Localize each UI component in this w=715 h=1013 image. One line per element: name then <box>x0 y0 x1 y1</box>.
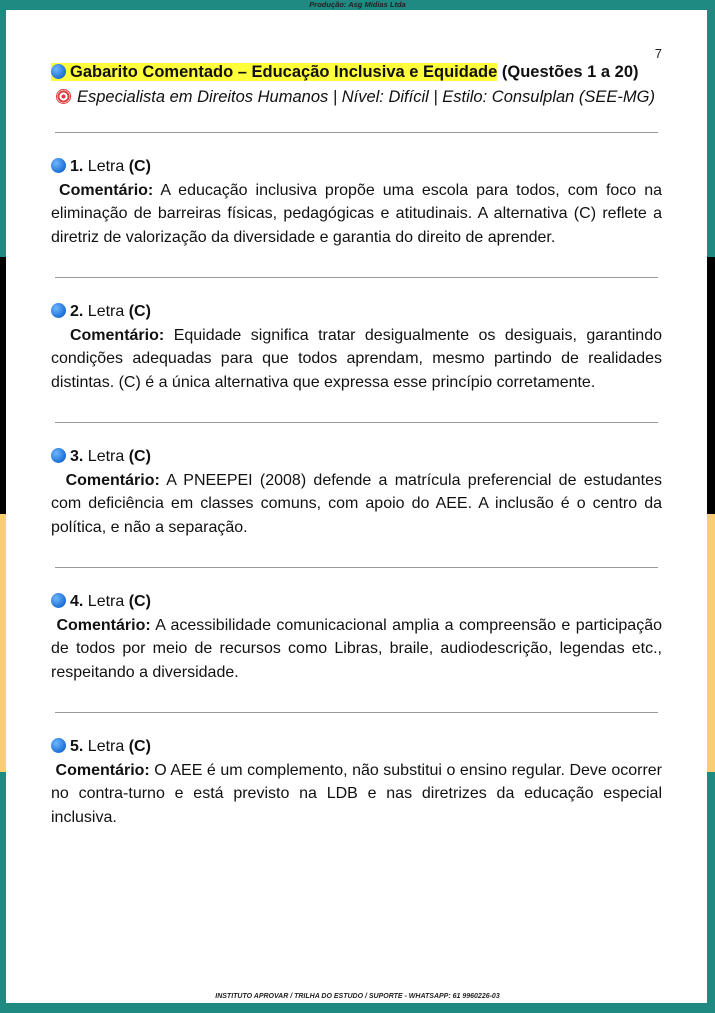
blue-circle-icon <box>51 64 66 79</box>
letter-label: Letra <box>87 593 125 610</box>
answer-letter: (C) <box>128 448 151 465</box>
target-icon <box>56 89 71 104</box>
comment-text: A acessibilidade comunicacional amplia a compreensão e participação de todos por meio de recursos como Libras, braile, audiodescrição, legendas etc., respeitando a diversidade. <box>51 616 663 681</box>
question-heading <box>51 590 662 614</box>
question-5 <box>51 735 662 829</box>
blue-circle-icon <box>51 158 66 173</box>
question-heading <box>51 155 662 179</box>
question-comment <box>51 759 662 830</box>
blue-circle-icon <box>51 738 66 753</box>
header-credit: Produção: Asg Mídias Ltda <box>309 0 406 9</box>
question-heading <box>51 445 662 469</box>
answer-letter: (C) <box>128 158 151 175</box>
comment-label: Comentário: <box>69 326 165 344</box>
question-number: 4. <box>70 593 84 610</box>
comment-label: Comentário: <box>56 616 151 634</box>
question-4 <box>51 590 662 684</box>
footer-text: INSTITUTO APROVAR / TRILHA DO ESTUDO / SUPORTE - WHATSAPP: 61 9960226-03 <box>215 993 500 1000</box>
question-comment <box>51 614 662 685</box>
subtitle-text: Especialista em Direitos Humanos | Nível: Difícil | Estilo: Consulplan (SEE-MG) <box>77 88 655 106</box>
letter-label: Letra <box>87 303 125 320</box>
question-comment <box>51 324 662 395</box>
comment-label: Comentário: <box>59 181 154 199</box>
page-content <box>51 60 662 829</box>
answer-letter: (C) <box>128 738 151 755</box>
title-rest-text: (Questões 1 a 20) <box>497 63 639 81</box>
question-heading <box>51 735 662 759</box>
comment-label: Comentário: <box>55 761 150 779</box>
answer-letter: (C) <box>128 593 151 610</box>
document-subtitle <box>51 85 662 110</box>
document-title <box>51 60 662 85</box>
page-number: 7 <box>654 46 662 61</box>
comment-text: A educação inclusiva propõe uma escola para todos, com foco na eliminação de barreiras físicas, pedagógicas e atitudinais. A alternativa (C) reflete a diretriz de valorização da diversidade e garantia do direito de aprender. <box>51 181 663 246</box>
question-number: 2. <box>70 303 84 320</box>
question-comment <box>51 469 662 540</box>
document-page <box>6 10 707 1003</box>
letter-label: Letra <box>87 448 125 465</box>
answer-letter: (C) <box>128 303 151 320</box>
question-number: 3. <box>70 448 84 465</box>
blue-circle-icon <box>51 448 66 463</box>
blue-circle-icon <box>51 303 66 318</box>
title-highlighted-text: Gabarito Comentado – Educação Inclusiva e Equidade <box>70 63 498 81</box>
question-1 <box>51 155 662 249</box>
question-number: 1. <box>70 158 84 175</box>
comment-text: A PNEEPEI (2008) defende a matrícula preferencial de estudantes com deficiência em classes comuns, com apoio do AEE. A inclusão é o centro da política, e não a separação. <box>51 471 663 536</box>
comment-label: Comentário: <box>65 471 160 489</box>
question-number: 5. <box>70 738 84 755</box>
question-2 <box>51 300 662 394</box>
letter-label: Letra <box>87 158 125 175</box>
blue-circle-icon <box>51 593 66 608</box>
title-highlight <box>51 63 497 81</box>
comment-text: O AEE é um complemento, não substitui o ensino regular. Deve ocorrer no contra-turno e está previsto na LDB e nas diretrizes da educação especial inclusiva. <box>51 761 663 826</box>
question-heading <box>51 300 662 324</box>
comment-text: Equidade significa tratar desigualmente os desiguais, garantindo condições adequadas para que todos aprendam, mesmo partindo de realidades distintas. (C) é a única alternativa que expressa esse princípio corretamente. <box>51 326 662 391</box>
question-comment <box>51 179 662 250</box>
letter-label: Letra <box>87 738 125 755</box>
question-3 <box>51 445 662 539</box>
